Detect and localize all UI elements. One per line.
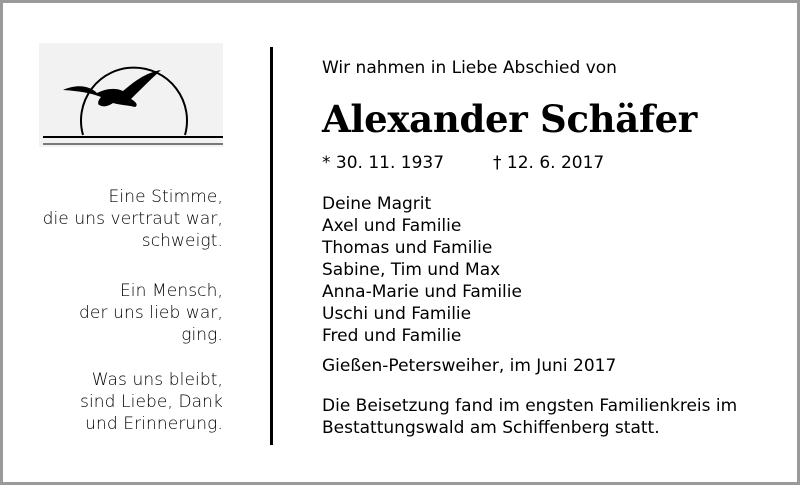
- place-date: Gießen-Petersweiher, im Juni 2017: [322, 356, 617, 376]
- family-member: Anna-Marie und Familie: [322, 282, 522, 302]
- birth-date: * 30. 11. 1937: [322, 153, 445, 173]
- poem-stanza-2: [23, 280, 223, 346]
- family-member: Uschi und Familie: [322, 304, 472, 324]
- notice-line: Die Beisetzung fand im engsten Familienkreis im: [322, 396, 738, 416]
- poem-line: Was uns bleibt,: [91, 370, 223, 390]
- family-member: Fred und Familie: [322, 326, 462, 346]
- deceased-name: Alexander Schäfer: [322, 97, 697, 141]
- vertical-divider: [270, 47, 273, 445]
- poem-stanza-3: [23, 369, 223, 435]
- notice-line: Bestattungswald am Schiffenberg statt.: [322, 418, 660, 438]
- poem-line: und Erinnerung.: [85, 414, 223, 434]
- poem-line: die uns vertraut war,: [42, 209, 223, 229]
- family-member: Deine Magrit: [322, 194, 432, 214]
- poem-line: der uns lieb war,: [79, 303, 223, 323]
- poem-line: Eine Stimme,: [108, 187, 223, 207]
- poem-line: ging.: [181, 325, 223, 345]
- family-list: [322, 193, 522, 347]
- bird-sunset-icon: [39, 43, 223, 155]
- poem-line: Ein Mensch,: [119, 281, 223, 301]
- family-member: Sabine, Tim und Max: [322, 260, 501, 280]
- poem-line: sind Liebe, Dank: [80, 392, 223, 412]
- burial-notice: [322, 395, 737, 439]
- poem-stanza-1: [23, 186, 223, 252]
- family-member: Thomas und Familie: [322, 238, 493, 258]
- intro-text: Wir nahmen in Liebe Abschied von: [322, 58, 617, 78]
- death-date: † 12. 6. 2017: [493, 153, 605, 173]
- family-member: Axel und Familie: [322, 216, 462, 236]
- poem-line: schweigt.: [141, 231, 223, 251]
